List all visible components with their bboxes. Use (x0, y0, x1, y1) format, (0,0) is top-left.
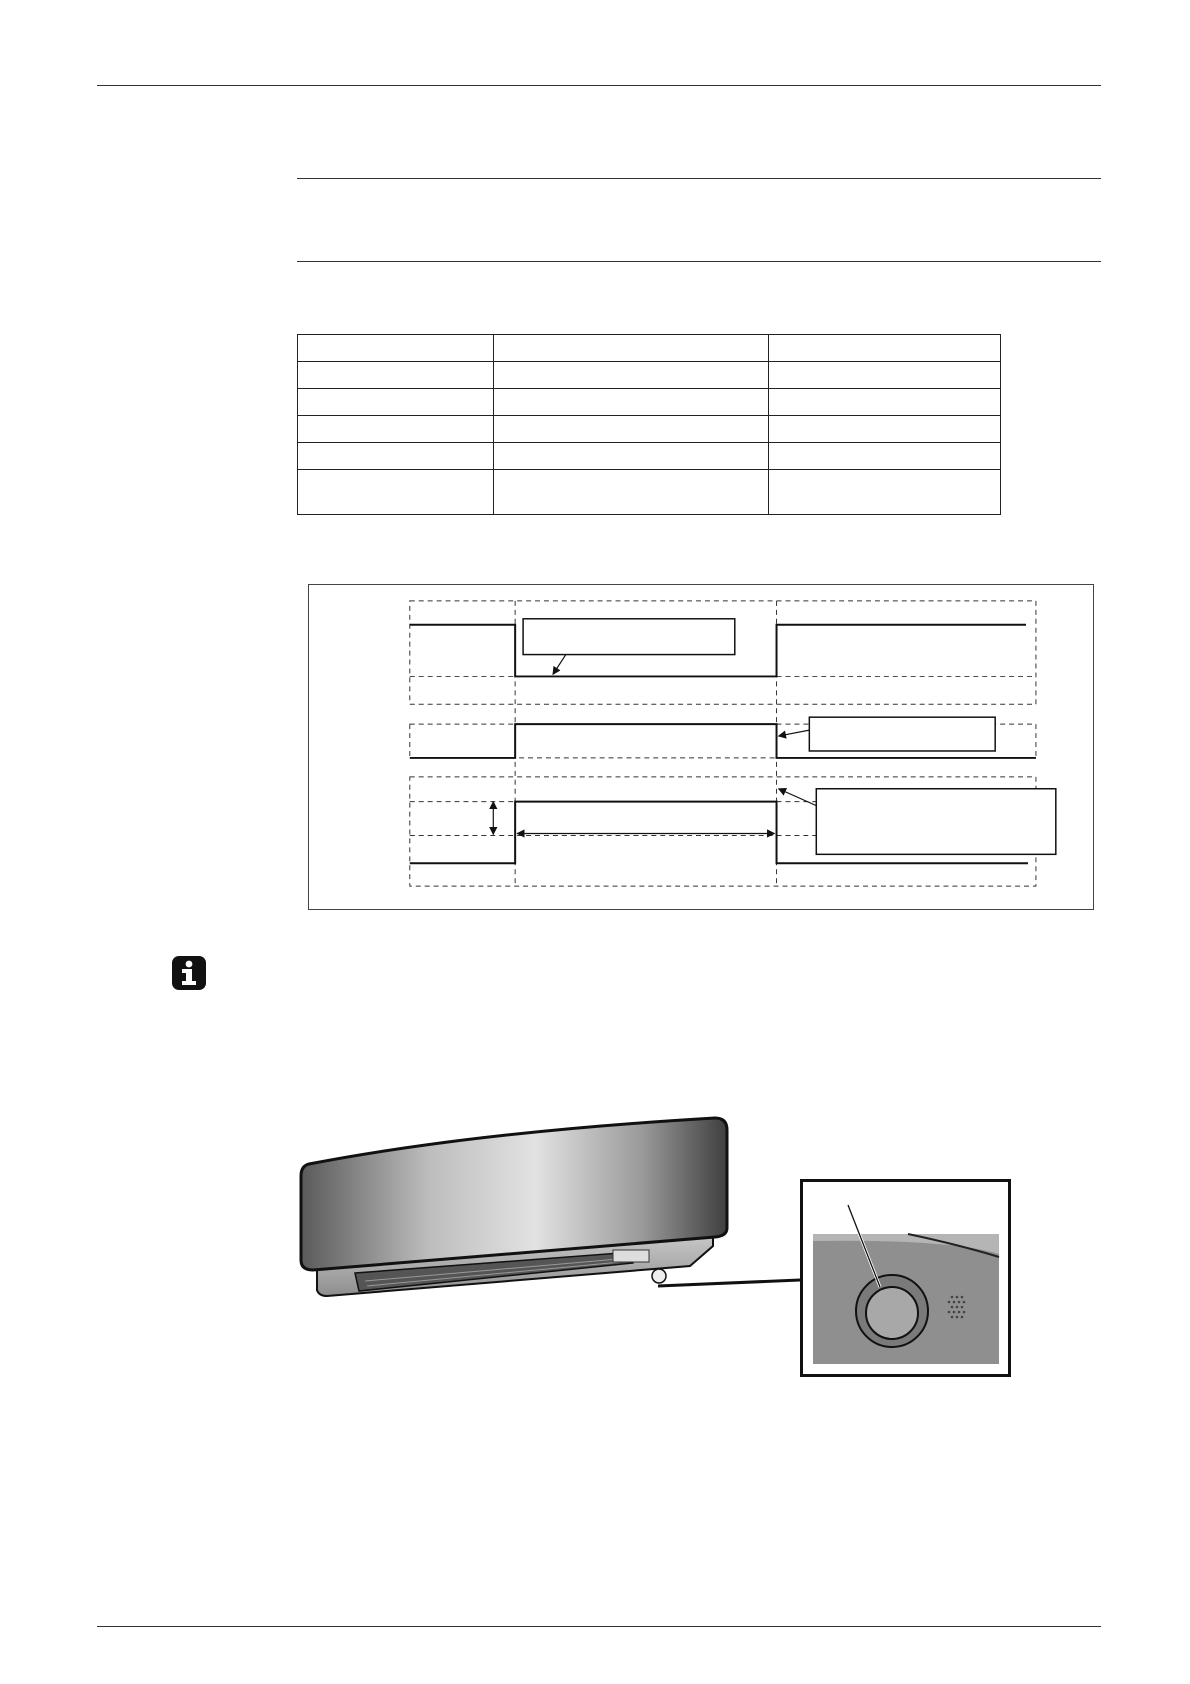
display-window (613, 1250, 649, 1262)
leader-arrows (493, 655, 816, 835)
table-cell (494, 335, 769, 362)
zoom-leader-line (658, 1260, 808, 1300)
header-rule (97, 85, 1101, 86)
table-cell (769, 470, 1001, 515)
section-rule-top (297, 178, 1101, 179)
table-cell (494, 362, 769, 389)
table-cell (769, 362, 1001, 389)
table-cell (298, 470, 494, 515)
table-cell (298, 389, 494, 416)
table-cell (494, 470, 769, 515)
annotation-boxes (523, 619, 1056, 855)
callout-box-3 (816, 789, 1056, 855)
callout-box-1 (523, 619, 735, 655)
table-cell (769, 389, 1001, 416)
callout-box-2 (809, 717, 995, 751)
spec-table (297, 334, 1001, 515)
button-detail-zoom (800, 1179, 1011, 1377)
table-cell (494, 443, 769, 470)
table-cell (298, 362, 494, 389)
button-inner (866, 1287, 918, 1339)
table-cell (769, 335, 1001, 362)
section-rule-bottom (297, 261, 1101, 262)
table-row (298, 362, 1001, 389)
table-cell (298, 416, 494, 443)
table-row (298, 335, 1001, 362)
table-row (298, 416, 1001, 443)
table-cell (769, 416, 1001, 443)
table-cell (298, 335, 494, 362)
info-icon (171, 955, 207, 991)
table-row (298, 470, 1001, 515)
footer-rule (97, 1626, 1101, 1627)
table-cell (494, 389, 769, 416)
table-cell (494, 416, 769, 443)
table-cell (298, 443, 494, 470)
table-cell (769, 443, 1001, 470)
table-row (298, 389, 1001, 416)
table-row (298, 443, 1001, 470)
timing-diagram (308, 584, 1094, 910)
